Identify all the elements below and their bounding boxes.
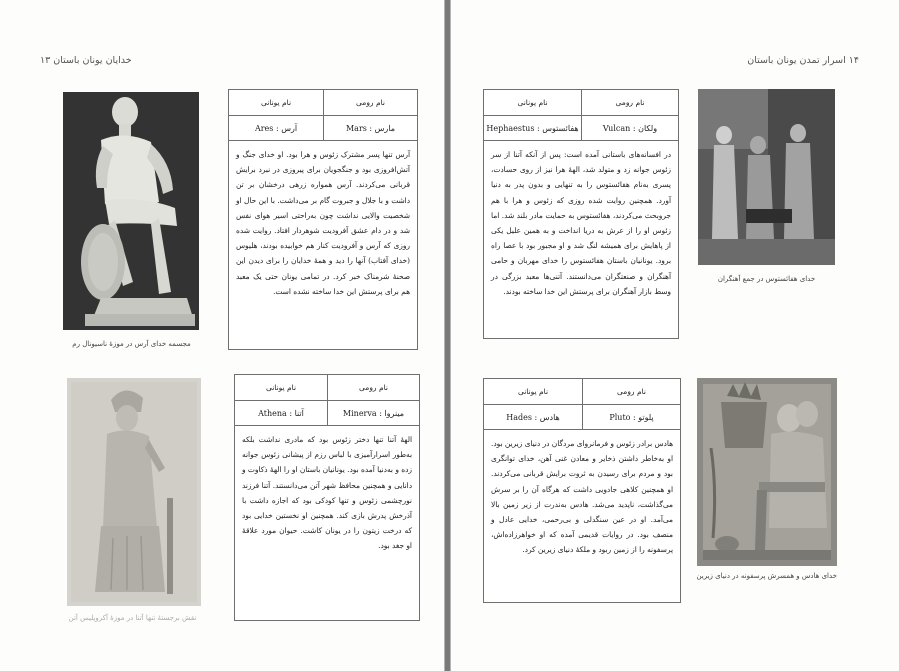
athena-relief-photo <box>67 378 201 606</box>
hades-info-box <box>483 378 681 603</box>
hephaestus-name-table <box>484 90 678 141</box>
roman-name-header: نام رومی <box>582 379 680 404</box>
left-page <box>0 0 445 671</box>
ares-info-box <box>228 89 418 350</box>
greek-name: آرس : Ares <box>229 115 323 140</box>
greek-name-header: نام یونانی <box>517 98 548 107</box>
greek-name-header: نام یونانی <box>265 383 297 392</box>
hephaestus-caption: خدای هفائستوس در جمع آهنگران <box>717 275 816 283</box>
greek-name: هفائستوس : Hephaestus <box>484 115 581 140</box>
greek-name: آتنا : Athena <box>235 400 327 425</box>
roman-name: مارس : Mars <box>323 115 417 140</box>
ares-statue-photo <box>63 92 199 330</box>
roman-name: مینروا : Minerva <box>327 400 419 425</box>
hades-description: هادس برادر زئوس و فرمانروای مردگان در دنیای زیرین بود. او به‌خاطر داشتن ذخایر و معادن غنی آهن، خدای توانگری بود و مردم برای رسیدن به ثروت برایش قربانی می‌کردند. او همچنین کلاهی جادویی داشت که هرگاه آن را بر سرش می‌گذاشت، ناپدید می‌شد. هادس به‌ندرت از زیر زمین بالا می‌آمد. او در عین سنگدلی و بی‌رحمی، خدایی عادل و منصف بود. در روایات قدیمی آمده که او خواهرزاده‌اش، پرسفونه را از زمین ربود و ملکهٔ دنیای زیرین کرد. <box>491 439 673 555</box>
athena-info-box <box>234 374 420 621</box>
ares-caption: مجسمه خدای آرس در موزهٔ ناسیونال رم <box>72 340 191 348</box>
roman-name: ولکان : Vulcan <box>581 115 678 140</box>
roman-name-header: نام رومی <box>327 375 419 400</box>
hephaestus-info-box <box>483 89 679 339</box>
hades-name-table <box>484 379 680 430</box>
greek-name-header: نام یونانی <box>260 98 292 107</box>
greek-name: هادس : Hades <box>484 404 582 429</box>
ares-description: آرس تنها پسر مشترک زئوس و هرا بود. او خدای جنگ و آتش‌افروزی بود و جنگجویان برای پیروزی در نبرد برایش قربانی می‌کردند. آرس همواره زرهی درخشان بر تن داشت و با جلال و جبروت گام بر می‌داشت. با این حال او شخصیت والایی نداشت چون به‌راحتی اسیر هوای نفس شد و در دام عشق آفرودیت شوهردار افتاد. روایت شده روزی که آرس و آفرودیت کنار هم خوابیده بودند، هلیوس (خدای آفتاب) آنها را دید و همهٔ خدایان را برای دیدن این صحنهٔ شرمناک خبر کرد. در تمامی یونان حتی یک معبد هم برای پرستش این خدا ساخته نشده است. <box>236 150 410 296</box>
roman-name: پلوتو : Pluto <box>582 404 680 429</box>
hephaestus-forge-painting <box>698 89 835 265</box>
greek-name-header: نام یونانی <box>517 387 549 396</box>
athena-name-table <box>235 375 419 426</box>
athena-caption: نقش برجستهٔ تنها آتنا در موزهٔ آکروپلیس آتن <box>68 614 197 622</box>
running-head: خدایان یونان باستان ۱۳ <box>40 55 132 66</box>
running-head: ۱۴ اسرار تمدن یونان باستان <box>747 55 859 66</box>
athena-description: الههٔ آتنا تنها دختر زئوس بود که مادری نداشت بلکه به‌طور اسرارآمیزی با لباس رزم از پیشانی زئوس جوانه زده و به‌دنیا آمده بود. یونانیان باستان او را الههٔ ذکاوت و دانایی و همچنین محافظ شهر آتن می‌دانستند. آتنا فرزند نورچشمی زئوس و تنها کودکی بود که اجازه داشت با آذرخش پدرش بازی کند. همچنین او نخستین خدایی بود که درخت زیتون را در یونان کاشت. حیوان مورد علاقهٔ او جغد بود. <box>242 435 412 551</box>
hades-caption: خدای هادس و همسرش پرسفونه در دنیای زیرین <box>696 572 837 580</box>
hephaestus-description: در افسانه‌های باستانی آمده است: پس از آنکه آتنا از سر زئوس جوانه زد و متولد شد، الههٔ هرا نیز از روی حسادت، پسری به‌نام هفائستوس را به تنهایی و بدون پدر به دنیا آورد. همچنین روایت شده روزی که زئوس و هرا با هم جرو‌بحث می‌کردند، هفائستوس به حمایت مادر بلند شد. اما زئوس او را از عرش به دریا انداخت و به همین علیل یکی از پاهایش برای همیشه لنگ شد و او مجبور بود با عصا راه برود. یونانیان باستان هفائستوس را خدای مهربان و حامی آهنگران و صنعتگران می‌دانستند. آتنی‌ها معبد بزرگی در وسط بازار آهنگران برای پرستش این خدا ساخته بودند. <box>491 150 671 296</box>
ares-name-table <box>229 90 417 141</box>
roman-name-header: نام رومی <box>323 90 417 115</box>
hades-persephone-relief <box>697 378 837 566</box>
right-page <box>450 0 899 671</box>
roman-name-header: نام رومی <box>581 90 678 115</box>
